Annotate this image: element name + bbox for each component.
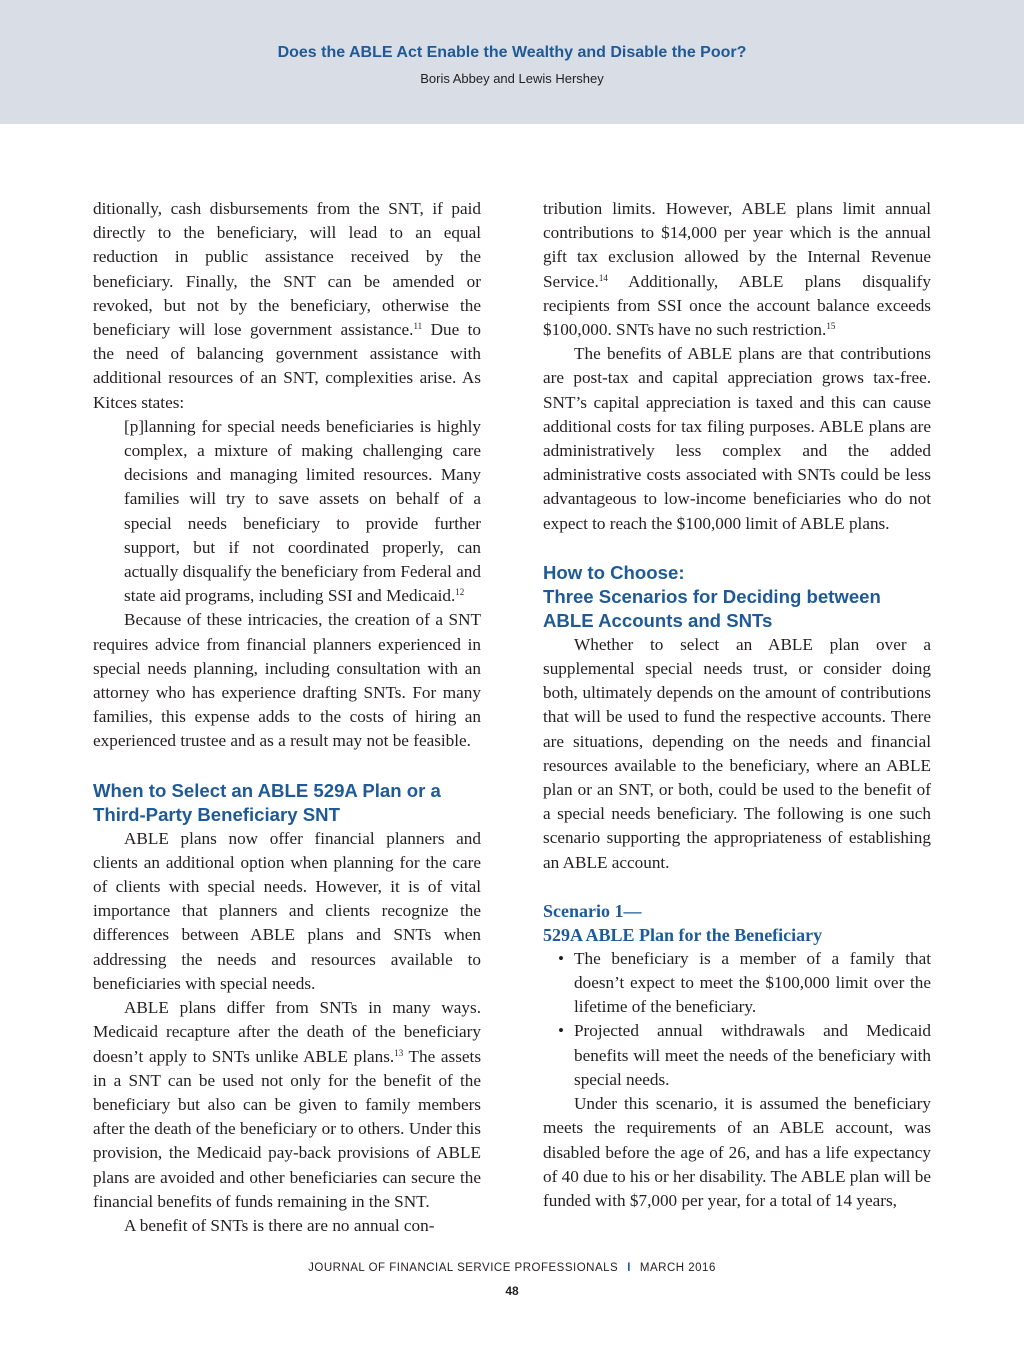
journal-name: JOURNAL OF FINANCIAL SERVICE PROFESSIONALS: [308, 1262, 619, 1274]
footnote-ref[interactable]: 11: [413, 321, 423, 332]
list-item: • The beneficiary is a member of a family that doesn’t expect to meet the $100,000 limit over the lifetime of the beneficiary.: [558, 948, 931, 1017]
paragraph: tribution limits. However, ABLE plans limit annual contributions to $14,000 per year which is the annual gift tax exclusion allowed by the Internal Revenue Service.$^{14}$ Additionally, ABLE plans disqualify recipients from SSI once the account balance exceeds $100,000. SNTs have no such restriction.$^{15}$: [543, 199, 931, 340]
section-heading: When to Select an ABLE 529A Plan or a Third-Party Beneficiary SNT: [93, 779, 441, 825]
paragraph: Whether to select an ABLE plan over a supplemental special needs trust, or consider doing both, ultimately depends on the amount of contributions that will be used to fund the respective accounts. There are situations, depending on the needs and financial resources available to the beneficiary, where an ABLE plan or an SNT, or both, could be used to the benefit of a special needs beneficiary. The following is one such scenario supporting the appropriateness of establishing an ABLE account.: [543, 634, 931, 872]
paragraph: ABLE plans differ from SNTs in many ways. Medicaid recapture after the death of the beneficiary doesn’t apply to SNTs unlike ABLE plans.$^{13}$ The assets in a SNT can be used not only for the benefit of the beneficiary but also can be given to family members after the death of the beneficiary or to others. Under this provision, the Medicaid pay-back provisions of ABLE plans are avoided and other beneficiaries can secure the financial benefits of funds remaining in the SNT.: [93, 998, 482, 1211]
left-column: [93, 197, 481, 1238]
block-quote: [p]lanning for special needs beneficiaries is highly complex, a mixture of making challenging care decisions and managing limited resources. Many families will try to save assets on behalf of a special needs beneficiary to provide further support, but if not coordinated properly, can actually disqualify the beneficiary from Federal and state aid programs, including SSI and Medicaid.$^{12}$: [124, 416, 481, 606]
footnote-ref[interactable]: 13: [394, 1047, 404, 1058]
paragraph: The benefits of ABLE plans are that contributions are post-tax and capital appreciation grows tax-free. SNT’s capital appreciation is taxed and this can cause additional costs for tax filing purposes. ABLE plans are administratively less complex and the added administrative costs associated with SNTs could be less advantageous to low-income beneficiaries who do not expect to reach the $100,000 limit of ABLE plans.: [543, 344, 931, 533]
footnote-ref[interactable]: 12: [455, 587, 465, 598]
bullet-icon: •: [558, 948, 565, 968]
running-header: [0, 0, 1024, 124]
page-number: 48: [505, 1284, 519, 1298]
footnote-ref[interactable]: 15: [826, 321, 836, 332]
article-authors: Boris Abbey and Lewis Hershey: [420, 71, 604, 86]
running-footer: [0, 1262, 1024, 1274]
paragraph: Because of these intricacies, the creation of a SNT requires advice from financial planners experienced in special needs planning, including consultation with an attorney who has experience drafting SNTs. For many families, this expense adds to the costs of hiring an experienced trustee and as a result may not be feasible.: [93, 610, 481, 751]
paragraph: A benefit of SNTs is there are no annual con-: [124, 1215, 435, 1235]
article-title: Does the ABLE Act Enable the Wealthy and Disable the Poor?: [277, 44, 747, 61]
footnote-ref[interactable]: 14: [598, 272, 608, 283]
section-heading: How to Choose: Three Scenarios for Deciding between ABLE Accounts and SNTs: [543, 561, 881, 631]
issue-date: MARCH 2016: [639, 1262, 716, 1274]
bullet-icon: •: [558, 1021, 565, 1041]
subsection-heading: Scenario 1— 529A ABLE Plan for the Beneficiary: [543, 900, 823, 945]
paragraph: ditionally, cash disbursements from the SNT, if paid directly to the beneficiary, will lead to an equal reduction in public assistance received by the beneficiary. Finally, the SNT can be amended or revoked, but not by the beneficiary, otherwise the beneficiary will lose government assistance.$^{11}$ Due to the need of balancing government assistance with additional resources of an SNT, complexities arise. As Kitces states:: [93, 199, 481, 412]
footer-separator: I: [627, 1262, 631, 1274]
list-item: • Projected annual withdrawals and Medicaid benefits will meet the needs of the beneficiary with special needs.: [558, 1021, 931, 1089]
paragraph: Under this scenario, it is assumed the beneficiary meets the requirements of an ABLE account, was disabled before the age of 26, and has a life expectancy of 40 due to his or her disability. The ABLE plan will be funded with $7,000 per year, for a total of 14 years,: [543, 1094, 931, 1210]
bullet-list: [543, 947, 931, 1092]
right-column: [543, 197, 931, 1213]
paragraph: ABLE plans now offer financial planners and clients an additional option when planning for the care of clients with special needs. However, it is of vital importance that planners and clients recognize the differences between ABLE plans and SNTs when addressing the needs and resources available to beneficiaries with special needs.: [93, 828, 481, 993]
